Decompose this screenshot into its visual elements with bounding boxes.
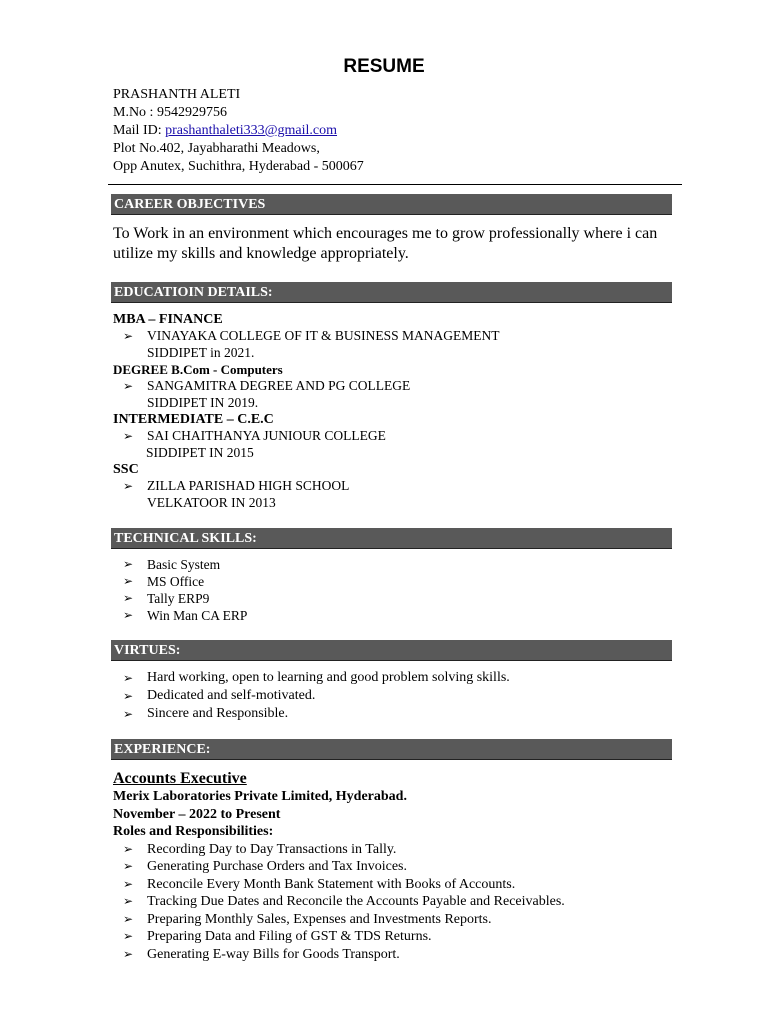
experience-heading: EXPERIENCE: bbox=[111, 739, 672, 760]
experience-block bbox=[113, 769, 565, 964]
virtue-text: Hard working, open to learning and good problem solving skills. bbox=[147, 670, 510, 685]
career-objective-text: To Work in an environment which encourages me to grow professionally where i can utilize my skills and knowledge appropriately. bbox=[113, 225, 658, 262]
technical-skills-heading: TECHNICAL SKILLS: bbox=[111, 528, 672, 549]
list-item bbox=[113, 556, 247, 573]
mail-line bbox=[113, 122, 364, 140]
role-text: Tracking Due Dates and Reconcile the Accounts Payable and Receivables. bbox=[147, 894, 565, 910]
resume-title: RESUME bbox=[343, 56, 425, 77]
list-item bbox=[113, 946, 565, 964]
mail-label: Mail ID: bbox=[113, 123, 166, 138]
bullet-arrow-icon: ➢ bbox=[123, 911, 134, 926]
education-list bbox=[113, 311, 500, 511]
bullet-arrow-icon: ➢ bbox=[123, 859, 134, 874]
education-heading: EDUCATIOIN DETAILS: bbox=[111, 282, 672, 303]
education-entry bbox=[113, 361, 500, 411]
college-place: VELKATOOR IN 2013 bbox=[147, 494, 276, 510]
employment-period: November – 2022 to Present bbox=[113, 806, 281, 822]
role-text: Preparing Monthly Sales, Expenses and Investments Reports. bbox=[147, 911, 492, 927]
degree-label: SSC bbox=[113, 462, 139, 477]
virtue-text: Sincere and Responsible. bbox=[147, 706, 289, 721]
bullet-arrow-icon: ➢ bbox=[123, 574, 134, 588]
bullet-arrow-icon: ➢ bbox=[123, 841, 134, 856]
address-line-2: Opp Anutex, Suchithra, Hyderabad - 500067 bbox=[113, 159, 364, 174]
degree-label: MBA – FINANCE bbox=[113, 312, 223, 327]
skill-text: Win Man CA ERP bbox=[147, 608, 248, 623]
company-name: Merix Laboratories Private Limited, Hyderabad. bbox=[113, 789, 407, 804]
college-name: VINAYAKA COLLEGE OF IT & BUSINESS MANAGEMENT bbox=[147, 328, 500, 343]
role-text: Generating Purchase Orders and Tax Invoices. bbox=[147, 859, 408, 875]
list-item bbox=[113, 669, 510, 687]
bullet-arrow-icon: ➢ bbox=[123, 379, 134, 393]
college-item bbox=[113, 478, 500, 495]
bullet-arrow-icon: ➢ bbox=[123, 329, 134, 343]
skill-text: MS Office bbox=[147, 574, 205, 589]
candidate-name: PRASHANTH ALETI bbox=[113, 87, 241, 102]
degree-label: DEGREE B.Com - Computers bbox=[113, 362, 283, 377]
college-name: SANGAMITRA DEGREE AND PG COLLEGE bbox=[147, 378, 411, 393]
virtues-heading: VIRTUES: bbox=[111, 640, 672, 661]
career-objectives-heading: CAREER OBJECTIVES bbox=[111, 194, 672, 215]
bullet-arrow-icon: ➢ bbox=[123, 671, 134, 685]
bullet-arrow-icon: ➢ bbox=[123, 689, 134, 703]
bullet-arrow-icon: ➢ bbox=[123, 929, 134, 944]
degree-label: INTERMEDIATE – C.E.C bbox=[113, 412, 274, 427]
bullet-arrow-icon: ➢ bbox=[123, 894, 134, 909]
list-item bbox=[113, 911, 565, 929]
address-line-1: Plot No.402, Jayabharathi Meadows, bbox=[113, 141, 320, 156]
list-item bbox=[113, 590, 247, 607]
bullet-arrow-icon: ➢ bbox=[123, 429, 134, 443]
mobile-number: M.No : 9542929756 bbox=[113, 105, 227, 120]
skill-text: Tally ERP9 bbox=[147, 591, 210, 606]
email-link[interactable]: prashanthaleti333@gmail.com bbox=[165, 123, 338, 138]
virtues-list bbox=[113, 669, 510, 723]
bullet-arrow-icon: ➢ bbox=[123, 707, 134, 721]
college-item bbox=[113, 378, 500, 395]
list-item bbox=[113, 928, 565, 946]
list-item bbox=[113, 573, 247, 590]
role-text: Reconcile Every Month Bank Statement with Books of Accounts. bbox=[147, 876, 516, 892]
list-item bbox=[113, 705, 510, 723]
education-entry bbox=[113, 411, 500, 461]
role-text: Generating E-way Bills for Goods Transport. bbox=[147, 947, 400, 963]
list-item bbox=[113, 876, 565, 894]
college-place: SIDDIPET in 2021. bbox=[147, 344, 255, 360]
bullet-arrow-icon: ➢ bbox=[123, 608, 134, 622]
list-item bbox=[113, 687, 510, 705]
bullet-arrow-icon: ➢ bbox=[123, 876, 134, 891]
job-title: Accounts Executive bbox=[113, 770, 247, 787]
contact-block bbox=[113, 86, 364, 176]
bullet-arrow-icon: ➢ bbox=[123, 479, 134, 493]
header-divider bbox=[108, 184, 682, 185]
college-name: SAI CHAITHANYA JUNIOUR COLLEGE bbox=[147, 428, 386, 443]
skills-list bbox=[113, 556, 247, 624]
college-item bbox=[113, 328, 500, 345]
roles-label: Roles and Responsibilities: bbox=[113, 824, 274, 839]
college-name: ZILLA PARISHAD HIGH SCHOOL bbox=[147, 478, 350, 493]
list-item bbox=[113, 607, 247, 624]
education-entry bbox=[113, 461, 500, 511]
virtue-text: Dedicated and self-motivated. bbox=[147, 688, 316, 703]
list-item bbox=[113, 858, 565, 876]
college-item bbox=[113, 428, 500, 445]
college-place: SIDDIPET IN 2015 bbox=[146, 444, 254, 460]
role-text: Preparing Data and Filing of GST & TDS Returns. bbox=[147, 929, 432, 945]
college-place: SIDDIPET IN 2019. bbox=[147, 394, 259, 410]
education-entry bbox=[113, 311, 500, 361]
list-item bbox=[113, 893, 565, 911]
role-text: Recording Day to Day Transactions in Tally. bbox=[147, 841, 397, 857]
bullet-arrow-icon: ➢ bbox=[123, 591, 134, 605]
skill-text: Basic System bbox=[147, 557, 221, 572]
list-item bbox=[113, 841, 565, 859]
bullet-arrow-icon: ➢ bbox=[123, 557, 134, 571]
bullet-arrow-icon: ➢ bbox=[123, 947, 134, 962]
